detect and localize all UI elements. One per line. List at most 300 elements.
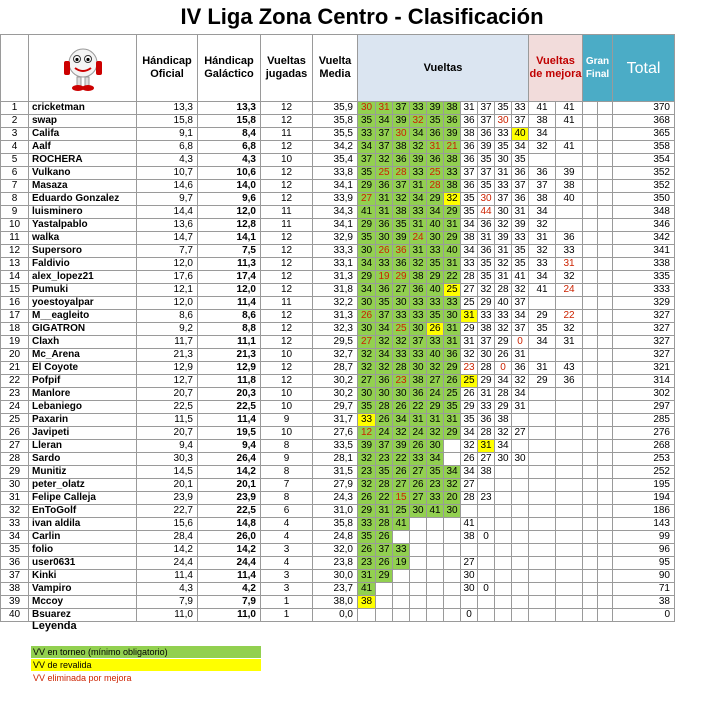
handicap-oficial-cell: 20,1 — [137, 479, 198, 492]
vuelta-score-cell: 26 — [444, 375, 461, 388]
vuelta-mejora-cell: 34 — [529, 206, 556, 219]
vuelta-score-cell: 28 — [461, 271, 478, 284]
vuelta-score-cell: 32 — [427, 362, 444, 375]
vuelta-score-cell: 36 — [461, 141, 478, 154]
vuelta-mejora-cell: 31 — [529, 362, 556, 375]
handicap-galactico-cell: 20,3 — [198, 388, 261, 401]
vuelta-score-cell: 30 — [495, 206, 512, 219]
vuelta-score-cell: 38 — [444, 102, 461, 115]
vuelta-score-cell: 41 — [512, 271, 529, 284]
handicap-galactico-cell: 22,5 — [198, 505, 261, 518]
gran-final-cell — [598, 258, 613, 271]
position-cell: 27 — [1, 440, 29, 453]
vuelta-mejora-cell: 33 — [529, 258, 556, 271]
vuelta-score-cell: 32 — [358, 453, 376, 466]
player-name-cell: Aalf — [29, 141, 137, 154]
vuelta-score-cell: 40 — [427, 219, 444, 232]
vuelta-score-cell — [393, 570, 410, 583]
vuelta-score-cell: 25 — [444, 388, 461, 401]
player-name-cell: peter_olatz — [29, 479, 137, 492]
vuelta-score-cell: 27 — [461, 479, 478, 492]
vuelta-score-cell: 35 — [427, 115, 444, 128]
handicap-oficial-cell: 12,1 — [137, 284, 198, 297]
vuelta-score-cell: 26 — [358, 544, 376, 557]
vuelta-mejora-cell — [556, 557, 583, 570]
vuelta-mejora-cell — [529, 531, 556, 544]
vuelta-score-cell: 33 — [444, 167, 461, 180]
vuelta-score-cell: 33 — [410, 167, 427, 180]
vuelta-media-cell: 24,3 — [313, 492, 358, 505]
vuelta-score-cell: 25 — [461, 375, 478, 388]
table-row — [1, 297, 675, 310]
vuelta-score-cell — [444, 518, 461, 531]
position-cell: 10 — [1, 219, 29, 232]
vuelta-mejora-cell: 39 — [556, 167, 583, 180]
total-cell: 327 — [613, 310, 675, 323]
vuelta-score-cell — [444, 609, 461, 622]
table-row — [1, 453, 675, 466]
vuelta-score-cell: 26 — [393, 466, 410, 479]
vuelta-score-cell: 31 — [461, 310, 478, 323]
gran-final-cell — [598, 414, 613, 427]
handicap-galactico-cell: 21,3 — [198, 349, 261, 362]
table-row — [1, 414, 675, 427]
handicap-oficial-cell: 11,7 — [137, 336, 198, 349]
vuelta-score-cell: 41 — [358, 206, 376, 219]
vuelta-score-cell: 35 — [376, 297, 393, 310]
vuelta-score-cell: 22 — [393, 453, 410, 466]
handicap-galactico-cell: 11,3 — [198, 258, 261, 271]
gran-final-cell — [598, 427, 613, 440]
vuelta-score-cell: 36 — [393, 258, 410, 271]
gran-final-cell — [583, 401, 598, 414]
vuelta-media-cell: 31,0 — [313, 505, 358, 518]
gran-final-cell — [583, 466, 598, 479]
vuelta-score-cell: 28 — [393, 167, 410, 180]
vuelta-media-cell: 24,8 — [313, 531, 358, 544]
vuelta-score-cell — [444, 453, 461, 466]
vuelta-score-cell: 27 — [358, 193, 376, 206]
vuelta-score-cell — [444, 544, 461, 557]
total-cell: 268 — [613, 440, 675, 453]
table-row — [1, 492, 675, 505]
vuelta-score-cell: 34 — [461, 427, 478, 440]
total-cell: 352 — [613, 167, 675, 180]
vuelta-score-cell — [495, 570, 512, 583]
vuelta-score-cell: 25 — [376, 167, 393, 180]
vuelta-mejora-cell: 31 — [556, 336, 583, 349]
vuelta-score-cell: 30 — [410, 362, 427, 375]
vuelta-mejora-cell: 36 — [529, 167, 556, 180]
handicap-galactico-cell: 20,1 — [198, 479, 261, 492]
vueltas-jugadas-cell: 10 — [261, 388, 313, 401]
vuelta-score-cell: 44 — [478, 206, 495, 219]
gran-final-cell — [598, 141, 613, 154]
vuelta-score-cell: 24 — [410, 427, 427, 440]
gran-final-cell — [583, 388, 598, 401]
legend-green: VV en torneo (mínimo obligatorio) — [31, 646, 261, 658]
gran-final-cell — [598, 518, 613, 531]
vuelta-score-cell: 36 — [512, 167, 529, 180]
table-row — [1, 570, 675, 583]
table-row — [1, 401, 675, 414]
position-cell: 1 — [1, 102, 29, 115]
vuelta-score-cell: 0 — [512, 336, 529, 349]
vuelta-score-cell: 20 — [444, 492, 461, 505]
gran-final-cell — [598, 115, 613, 128]
vuelta-score-cell: 29 — [358, 180, 376, 193]
vuelta-score-cell: 32 — [376, 154, 393, 167]
vuelta-score-cell: 36 — [461, 180, 478, 193]
vueltas-jugadas-cell: 12 — [261, 193, 313, 206]
vuelta-score-cell: 35 — [512, 154, 529, 167]
gran-final-cell — [583, 128, 598, 141]
vueltas-jugadas-cell: 12 — [261, 375, 313, 388]
vuelta-mejora-cell: 29 — [529, 375, 556, 388]
position-cell: 40 — [1, 609, 29, 622]
vuelta-score-cell: 26 — [376, 531, 393, 544]
vuelta-score-cell — [512, 518, 529, 531]
handicap-galactico-cell: 14,1 — [198, 232, 261, 245]
vuelta-score-cell: 33 — [393, 310, 410, 323]
player-name-cell: EnToGolf — [29, 505, 137, 518]
vuelta-score-cell: 33 — [495, 310, 512, 323]
handicap-galactico-cell: 13,3 — [198, 102, 261, 115]
handicap-oficial-cell: 14,2 — [137, 544, 198, 557]
vuelta-media-cell: 32,9 — [313, 232, 358, 245]
handicap-galactico-cell: 6,8 — [198, 141, 261, 154]
player-name-cell: Felipe Calleja — [29, 492, 137, 505]
vuelta-mejora-cell — [529, 453, 556, 466]
gran-final-cell — [583, 570, 598, 583]
position-cell: 12 — [1, 245, 29, 258]
vuelta-score-cell — [495, 492, 512, 505]
vuelta-score-cell: 39 — [427, 102, 444, 115]
vuelta-score-cell: 30 — [358, 388, 376, 401]
vuelta-mejora-cell — [529, 414, 556, 427]
vuelta-media-cell: 30,0 — [313, 570, 358, 583]
vueltas-header: Vueltas — [358, 35, 529, 102]
vuelta-score-cell: 38 — [393, 206, 410, 219]
vuelta-score-cell: 35 — [358, 115, 376, 128]
vuelta-score-cell: 28 — [495, 284, 512, 297]
handicap-galactico-cell: 7,5 — [198, 245, 261, 258]
vuelta-score-cell: 33 — [358, 518, 376, 531]
handicap-galactico-cell: 24,4 — [198, 557, 261, 570]
vuelta-mejora-cell — [529, 505, 556, 518]
table-row — [1, 206, 675, 219]
vuelta-score-cell: 39 — [495, 232, 512, 245]
vuelta-score-cell: 36 — [427, 128, 444, 141]
handicap-galactico-cell: 8,4 — [198, 128, 261, 141]
vuelta-score-cell: 31 — [376, 206, 393, 219]
vuelta-score-cell: 26 — [495, 349, 512, 362]
player-name-cell: user0631 — [29, 557, 137, 570]
vuelta-score-cell: 35 — [358, 401, 376, 414]
vuelta-score-cell: 33 — [427, 245, 444, 258]
gran-final-header: Gran Final — [583, 35, 613, 102]
position-cell: 32 — [1, 505, 29, 518]
player-name-cell: cricketman — [29, 102, 137, 115]
vuelta-score-cell: 30 — [376, 388, 393, 401]
vuelta-mejora-cell: 41 — [529, 284, 556, 297]
vuelta-score-cell — [478, 518, 495, 531]
vuelta-score-cell: 37 — [512, 297, 529, 310]
legend-red: VV eliminada por mejora — [33, 673, 132, 683]
gran-final-cell — [583, 310, 598, 323]
handicap-oficial-cell: 11,5 — [137, 414, 198, 427]
vueltas-jugadas-cell: 12 — [261, 336, 313, 349]
vuelta-score-cell: 34 — [410, 193, 427, 206]
vueltas-jugadas-cell: 12 — [261, 141, 313, 154]
handicap-galactico-cell: 4,3 — [198, 154, 261, 167]
table-row — [1, 323, 675, 336]
table-row — [1, 518, 675, 531]
gran-final-cell — [583, 557, 598, 570]
gran-final-cell — [598, 466, 613, 479]
vuelta-score-cell: 30 — [444, 310, 461, 323]
vuelta-mejora-cell — [529, 518, 556, 531]
gran-final-cell — [598, 401, 613, 414]
handicap-oficial-cell: 11,0 — [137, 609, 198, 622]
vuelta-score-cell: 37 — [478, 115, 495, 128]
vuelta-score-cell: 23 — [376, 453, 393, 466]
vuelta-score-cell: 28 — [495, 388, 512, 401]
position-cell: 9 — [1, 206, 29, 219]
vuelta-score-cell: 31 — [410, 180, 427, 193]
vuelta-score-cell — [478, 544, 495, 557]
vuelta-score-cell: 30 — [410, 323, 427, 336]
vuelta-score-cell: 32 — [376, 336, 393, 349]
vuelta-score-cell: 40 — [427, 284, 444, 297]
position-cell: 25 — [1, 414, 29, 427]
player-name-cell: Claxh — [29, 336, 137, 349]
vuelta-media-cell: 32,2 — [313, 297, 358, 310]
total-cell: 354 — [613, 154, 675, 167]
vuelta-media-cell: 32,7 — [313, 349, 358, 362]
position-cell: 30 — [1, 479, 29, 492]
vueltas-jugadas-cell: 1 — [261, 609, 313, 622]
vuelta-mejora-cell — [529, 349, 556, 362]
vuelta-score-cell — [358, 609, 376, 622]
vuelta-score-cell — [512, 609, 529, 622]
gran-final-cell — [598, 375, 613, 388]
gran-final-cell — [583, 440, 598, 453]
handicap-oficial-cell: 12,9 — [137, 362, 198, 375]
vuelta-score-cell: 30 — [358, 245, 376, 258]
vuelta-media-cell: 33,1 — [313, 258, 358, 271]
vuelta-mejora-cell: 29 — [529, 310, 556, 323]
gran-final-cell — [583, 271, 598, 284]
vuelta-score-cell: 32 — [512, 375, 529, 388]
vuelta-score-cell: 31 — [376, 505, 393, 518]
player-name-cell: Mccoy — [29, 596, 137, 609]
vuelta-score-cell: 37 — [478, 336, 495, 349]
vuelta-score-cell: 33 — [410, 310, 427, 323]
vuelta-score-cell — [512, 492, 529, 505]
vuelta-score-cell — [444, 583, 461, 596]
vuelta-score-cell: 35 — [427, 258, 444, 271]
vuelta-score-cell — [444, 570, 461, 583]
vuelta-score-cell: 29 — [358, 505, 376, 518]
vuelta-media-cell: 30,2 — [313, 375, 358, 388]
handicap-galactico-cell: 12,8 — [198, 219, 261, 232]
vueltas-jugadas-cell: 12 — [261, 362, 313, 375]
handicap-oficial-cell: 28,4 — [137, 531, 198, 544]
vuelta-score-cell: 40 — [512, 128, 529, 141]
vuelta-score-cell: 34 — [358, 284, 376, 297]
vuelta-mejora-cell: 32 — [529, 245, 556, 258]
vuelta-score-cell: 24 — [376, 427, 393, 440]
vuelta-score-cell: 32 — [410, 115, 427, 128]
total-cell: 96 — [613, 544, 675, 557]
gran-final-cell — [598, 336, 613, 349]
vuelta-mejora-cell: 43 — [556, 362, 583, 375]
vuelta-score-cell: 30 — [427, 232, 444, 245]
vuelta-mejora-cell: 37 — [529, 180, 556, 193]
player-name-cell: ivan aldila — [29, 518, 137, 531]
position-cell: 7 — [1, 180, 29, 193]
vuelta-mejora-cell — [529, 544, 556, 557]
vuelta-score-cell — [495, 505, 512, 518]
player-name-cell: swap — [29, 115, 137, 128]
vuelta-score-cell — [478, 570, 495, 583]
position-cell: 29 — [1, 466, 29, 479]
table-row — [1, 349, 675, 362]
vuelta-media-header: Vuelta Media — [313, 35, 358, 102]
total-cell: 338 — [613, 258, 675, 271]
vuelta-media-cell: 31,3 — [313, 271, 358, 284]
handicap-galactico-cell: 11,4 — [198, 570, 261, 583]
table-row — [1, 362, 675, 375]
vuelta-score-cell: 32 — [410, 258, 427, 271]
vuelta-score-cell: 30 — [358, 102, 376, 115]
vuelta-score-cell: 27 — [461, 284, 478, 297]
vuelta-score-cell — [495, 531, 512, 544]
vuelta-score-cell: 35 — [358, 232, 376, 245]
handicap-oficial-cell: 30,3 — [137, 453, 198, 466]
vuelta-score-cell: 31 — [444, 323, 461, 336]
position-cell: 35 — [1, 544, 29, 557]
vuelta-score-cell — [444, 596, 461, 609]
vuelta-mejora-cell: 22 — [556, 310, 583, 323]
vuelta-score-cell: 0 — [478, 583, 495, 596]
gran-final-cell — [583, 492, 598, 505]
position-cell: 33 — [1, 518, 29, 531]
vuelta-mejora-cell: 36 — [556, 232, 583, 245]
gran-final-cell — [598, 245, 613, 258]
vuelta-score-cell: 37 — [512, 115, 529, 128]
handicap-oficial-cell: 10,7 — [137, 167, 198, 180]
vuelta-score-cell: 30 — [393, 128, 410, 141]
player-name-cell: Munitiz — [29, 466, 137, 479]
vuelta-mejora-cell: 38 — [529, 115, 556, 128]
vuelta-score-cell: 31 — [478, 232, 495, 245]
player-name-cell: luisminero — [29, 206, 137, 219]
vuelta-score-cell: 31 — [410, 245, 427, 258]
total-cell: 276 — [613, 427, 675, 440]
vuelta-mejora-cell: 35 — [529, 323, 556, 336]
vuelta-score-cell: 28 — [376, 518, 393, 531]
vuelta-score-cell: 36 — [376, 219, 393, 232]
vuelta-score-cell: 37 — [376, 141, 393, 154]
vueltas-jugadas-cell: 6 — [261, 505, 313, 518]
vuelta-mejora-cell — [529, 427, 556, 440]
position-cell: 18 — [1, 323, 29, 336]
gran-final-cell — [598, 349, 613, 362]
vuelta-score-cell — [393, 609, 410, 622]
vuelta-score-cell: 27 — [358, 336, 376, 349]
vuelta-score-cell: 36 — [410, 388, 427, 401]
table-row — [1, 284, 675, 297]
gran-final-cell — [598, 596, 613, 609]
vuelta-score-cell: 34 — [376, 323, 393, 336]
vuelta-mejora-cell: 33 — [556, 245, 583, 258]
vuelta-score-cell: 34 — [495, 440, 512, 453]
gran-final-cell — [583, 531, 598, 544]
vuelta-media-cell: 27,9 — [313, 479, 358, 492]
vuelta-score-cell: 36 — [512, 193, 529, 206]
vuelta-score-cell — [410, 570, 427, 583]
legend-yellow: VV de revalida — [31, 659, 261, 671]
handicap-oficial-cell: 12,7 — [137, 375, 198, 388]
position-cell: 3 — [1, 128, 29, 141]
vuelta-score-cell: 38 — [444, 154, 461, 167]
vuelta-score-cell: 31 — [512, 349, 529, 362]
vuelta-media-cell: 35,4 — [313, 154, 358, 167]
handicap-galactico-cell: 22,5 — [198, 401, 261, 414]
vueltas-jugadas-cell: 12 — [261, 232, 313, 245]
vuelta-score-cell: 35 — [427, 310, 444, 323]
vuelta-score-cell: 36 — [376, 180, 393, 193]
vuelta-score-cell: 34 — [427, 206, 444, 219]
player-name-cell: Lleran — [29, 440, 137, 453]
vuelta-score-cell: 30 — [512, 453, 529, 466]
vueltas-jugadas-cell: 11 — [261, 128, 313, 141]
vuelta-score-cell: 30 — [393, 297, 410, 310]
total-cell: 314 — [613, 375, 675, 388]
vuelta-score-cell: 31 — [427, 414, 444, 427]
vuelta-score-cell: 33 — [410, 349, 427, 362]
vuelta-media-cell: 34,2 — [313, 141, 358, 154]
vuelta-media-cell: 0,0 — [313, 609, 358, 622]
vuelta-score-cell: 33 — [410, 297, 427, 310]
vuelta-score-cell: 31 — [495, 167, 512, 180]
vuelta-score-cell: 28 — [376, 479, 393, 492]
vuelta-score-cell: 38 — [444, 180, 461, 193]
vuelta-score-cell: 32 — [358, 362, 376, 375]
vuelta-score-cell: 37 — [461, 167, 478, 180]
vuelta-score-cell: 35 — [444, 401, 461, 414]
vuelta-score-cell: 32 — [444, 193, 461, 206]
total-cell: 327 — [613, 323, 675, 336]
table-row — [1, 531, 675, 544]
vuelta-score-cell: 35 — [478, 271, 495, 284]
vuelta-score-cell: 28 — [393, 362, 410, 375]
vuelta-score-cell: 29 — [376, 570, 393, 583]
vuelta-score-cell — [495, 609, 512, 622]
gran-final-cell — [598, 583, 613, 596]
vueltas-jugadas-cell: 12 — [261, 310, 313, 323]
gran-final-cell — [583, 505, 598, 518]
gran-final-cell — [583, 102, 598, 115]
vuelta-score-cell — [495, 557, 512, 570]
vuelta-mejora-cell — [556, 297, 583, 310]
vuelta-score-cell — [410, 531, 427, 544]
vuelta-score-cell: 25 — [461, 297, 478, 310]
vuelta-mejora-cell — [556, 349, 583, 362]
position-cell: 2 — [1, 115, 29, 128]
